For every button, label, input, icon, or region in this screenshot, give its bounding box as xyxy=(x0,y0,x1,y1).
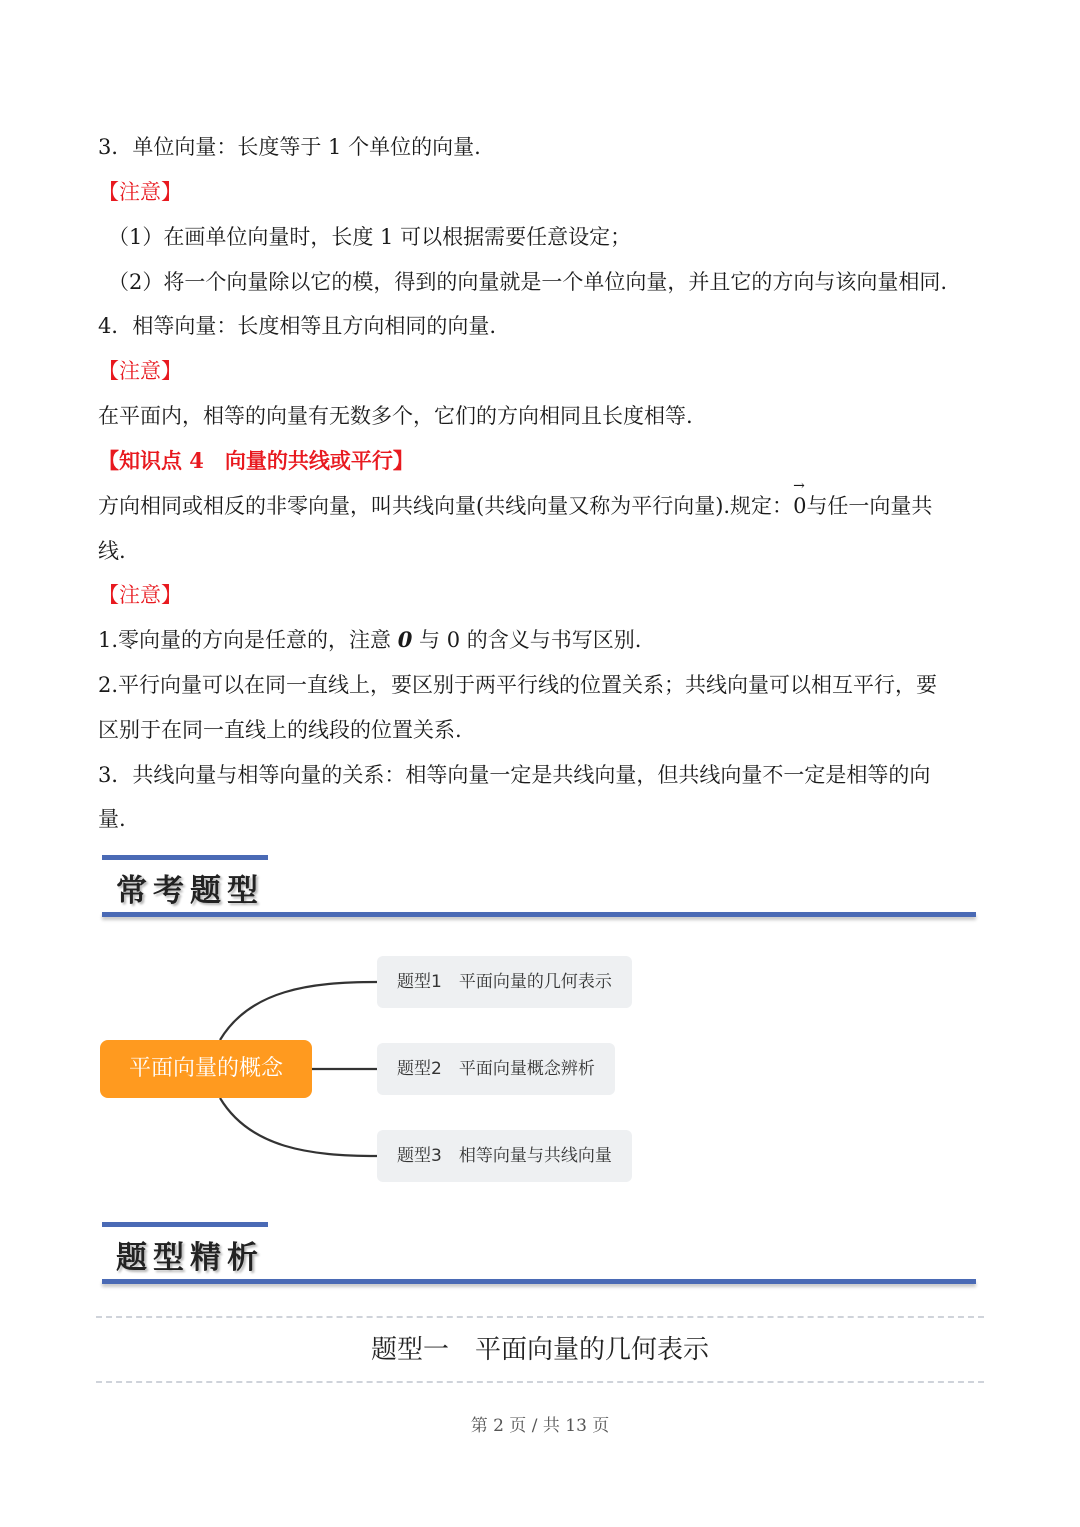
text-line: （2）将一个向量除以它的模，得到的向量就是一个单位向量，并且它的方向与该向量相同. xyxy=(108,270,948,294)
text-segment: 与任一向量共 xyxy=(806,494,933,518)
connector-3 xyxy=(220,1098,377,1156)
text-line: 线. xyxy=(98,539,126,563)
text-segment: 方向相同或相反的非零向量，叫共线向量(共线向量又称为平行向量).规定： xyxy=(98,494,794,518)
zero-vector-symbol xyxy=(793,478,807,521)
text-segment: 1.零向量的方向是任意的，注意 xyxy=(98,628,398,652)
text-line: 2.平行向量可以在同一直线上，要区别于两平行线的位置关系；共线向量可以相互平行，要 xyxy=(98,673,938,697)
section-bottom-bar xyxy=(102,1279,976,1284)
text-line: 在平面内，相等的向量有无数多个，它们的方向相同且长度相等. xyxy=(98,404,693,428)
section-bottom-bar xyxy=(102,912,976,917)
section-title: 常考题型 xyxy=(116,873,264,909)
text-line: 3．单位向量：长度等于 1 个单位的向量. xyxy=(98,135,481,159)
page-footer: 第 2 页 / 共 13 页 xyxy=(470,1416,610,1436)
dashed-divider-top xyxy=(96,1316,984,1318)
mindmap-leaf-node: 题型1 平面向量的几何表示 xyxy=(377,956,632,1008)
text-line: 区别于在同一直线上的线段的位置关系. xyxy=(98,718,462,742)
note-heading: 【注意】 xyxy=(98,583,182,607)
mindmap-leaf-node: 题型3 相等向量与共线向量 xyxy=(377,1130,632,1182)
section-header-common-types xyxy=(102,855,976,935)
section-header-type-analysis xyxy=(102,1222,976,1302)
text-line: 4．相等向量：长度相等且方向相同的向量. xyxy=(98,314,497,338)
text-line: 3．共线向量与相等向量的关系：相等向量一定是共线向量，但共线向量不一定是相等的向 xyxy=(98,763,931,787)
mindmap-leaf-node: 题型2 平面向量概念辨析 xyxy=(377,1043,615,1095)
mindmap-root-node: 平面向量的概念 xyxy=(100,1040,312,1098)
section-title: 题型精析 xyxy=(116,1240,264,1276)
note-heading: 【注意】 xyxy=(98,359,182,383)
section-top-bar xyxy=(102,1222,268,1227)
question-type-title: 题型一 平面向量的几何表示 xyxy=(370,1335,709,1365)
text-line xyxy=(98,625,978,655)
dashed-divider-bottom xyxy=(96,1381,984,1383)
zero-digit: 0 xyxy=(793,494,807,518)
section-top-bar xyxy=(102,855,268,860)
text-line xyxy=(98,478,978,521)
vector-arrow: → xyxy=(793,478,805,494)
text-line: （1）在画单位向量时，长度 1 可以根据需要任意设定； xyxy=(108,225,632,249)
knowledge-point-heading: 【知识点 4 向量的共线或平行】 xyxy=(98,448,414,473)
text-line: 量. xyxy=(98,807,126,831)
note-heading: 【注意】 xyxy=(98,180,182,204)
connector-1 xyxy=(220,982,377,1040)
text-segment: 与 0 的含义与书写区别. xyxy=(412,628,642,652)
bold-zero-vector: 0 xyxy=(397,627,413,652)
